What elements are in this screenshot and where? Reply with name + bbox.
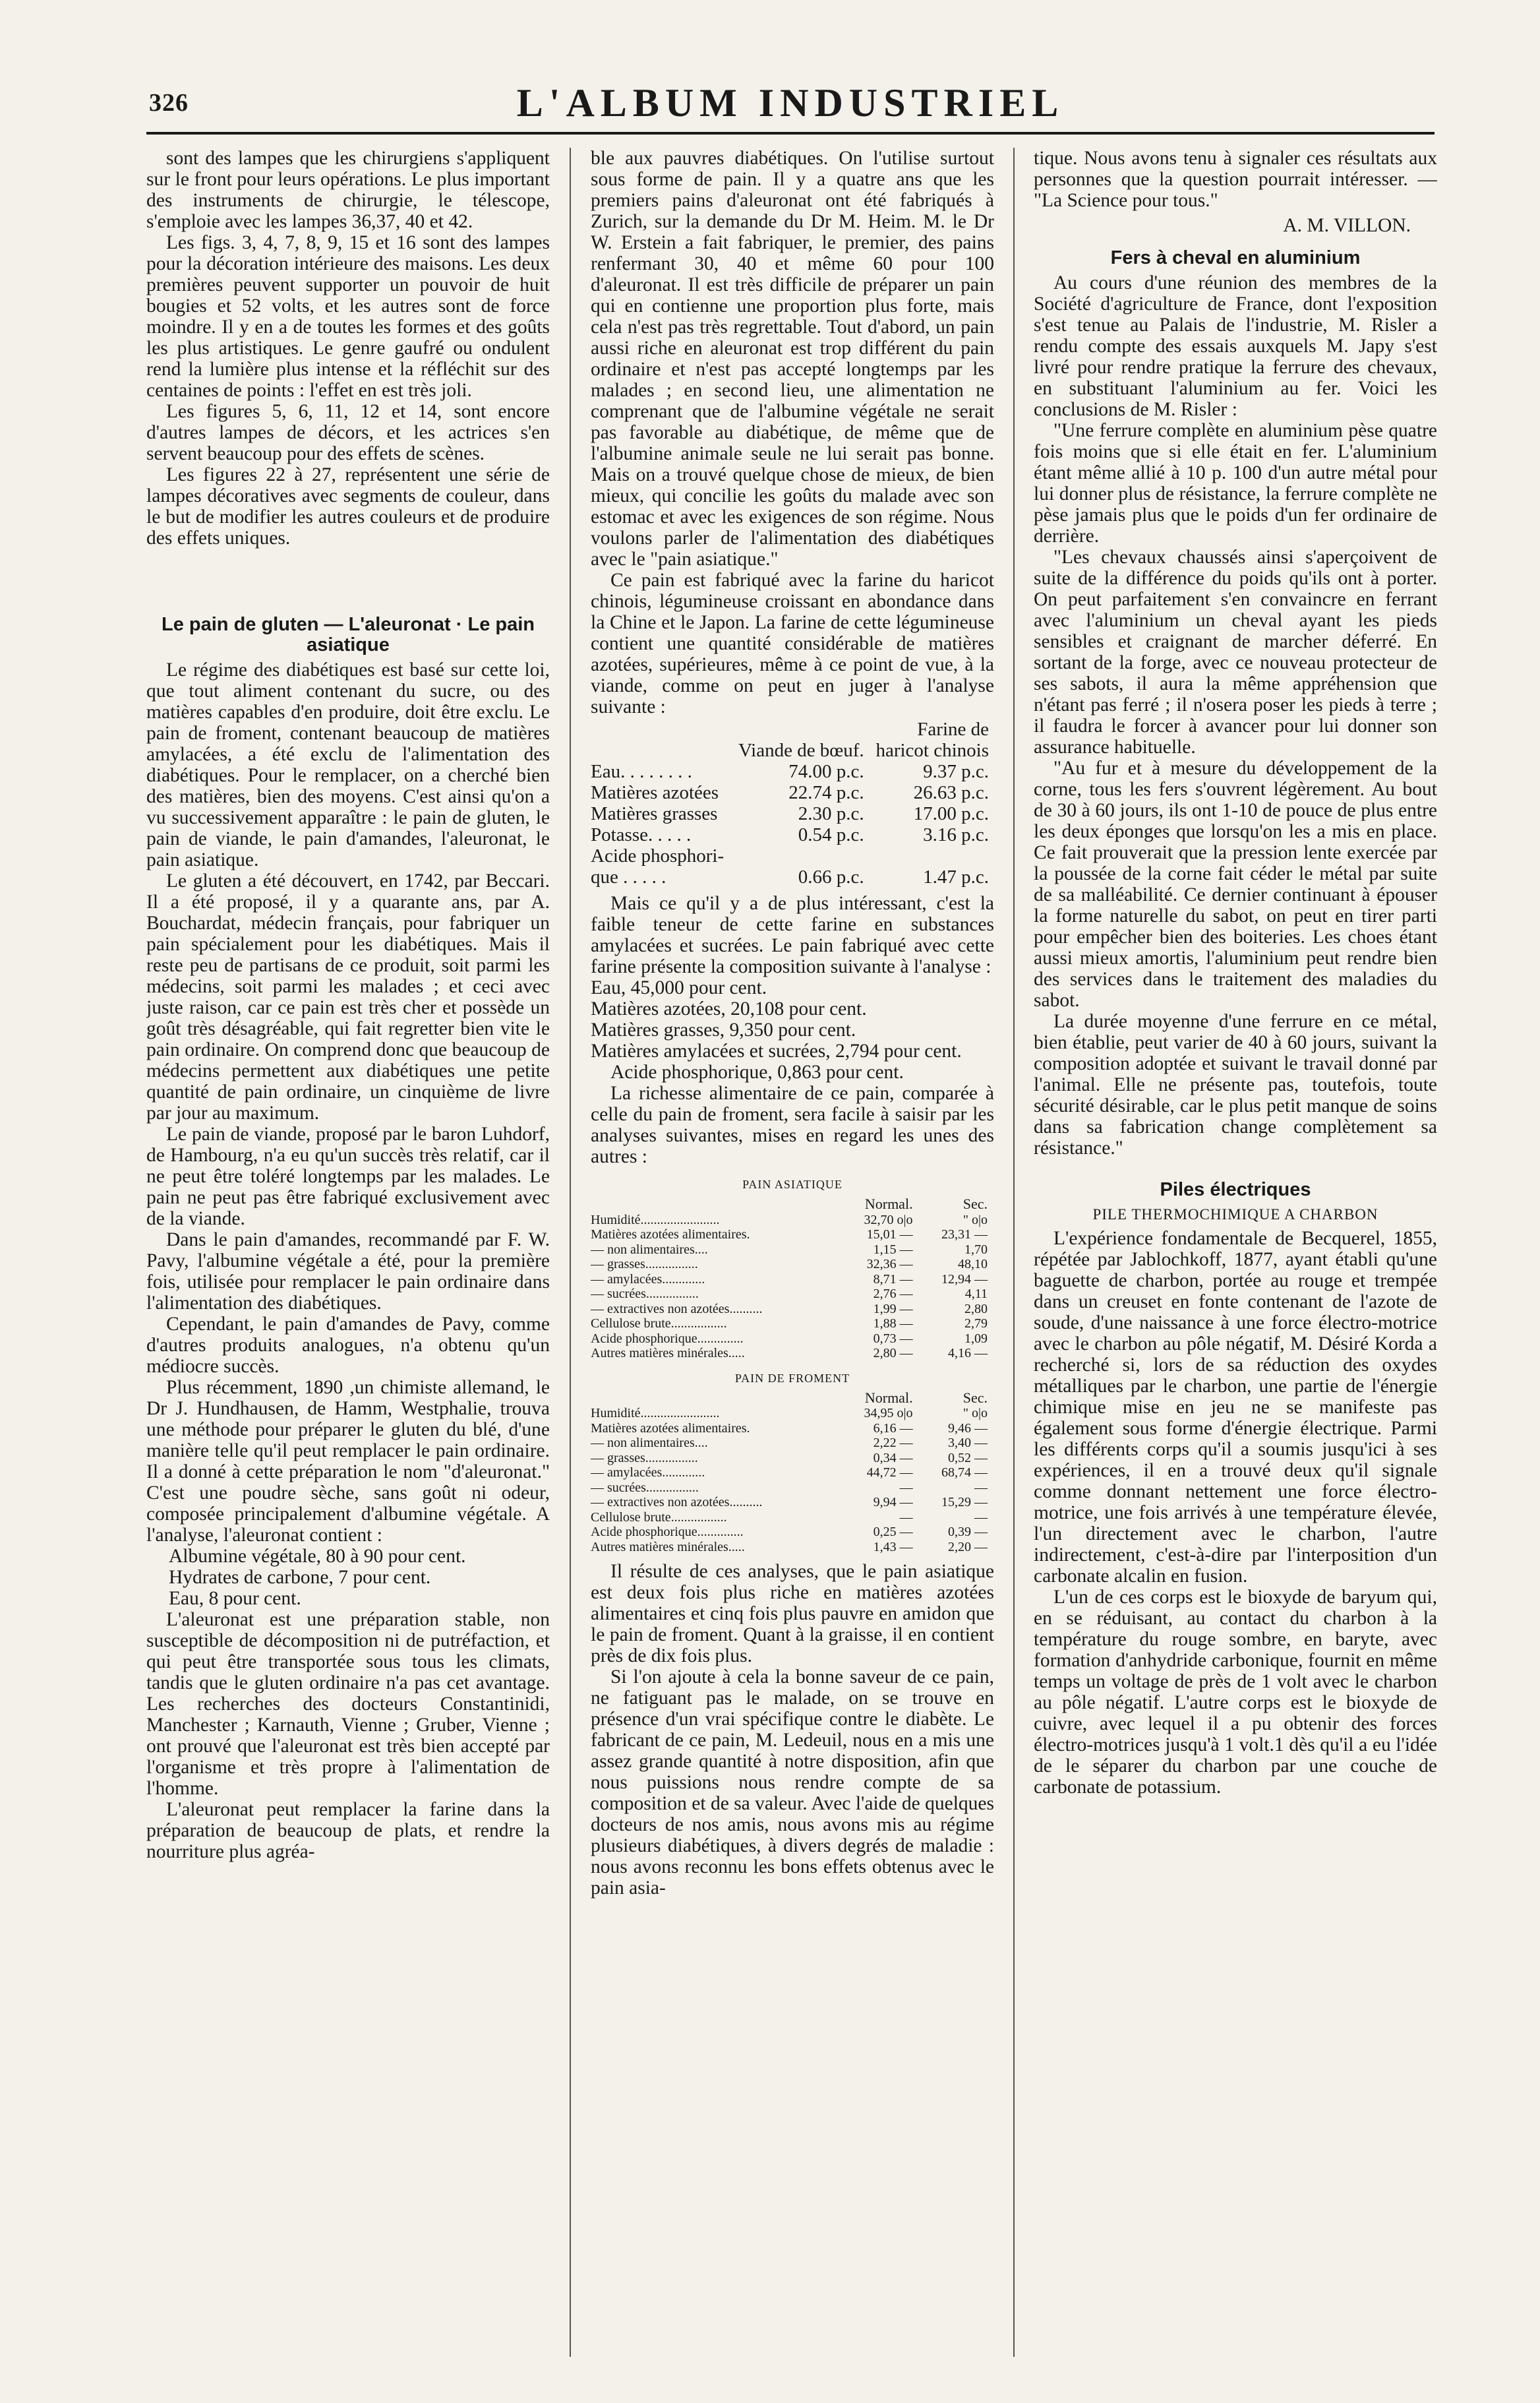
table-row <box>591 1406 994 1421</box>
paragraph: "Au fur et à mesure du développement de la corne, tous les fers s'ouvrent légèrement. Au bout de 30 à 60 jours, ils ont 1-10 de pouce de plus entre les deux éponges que lorsqu'on les a mis en place. Ce fait prouverait que la pression lente exercée par la poussée de la corne fait céder le métal par suite de sa malléabilité. Ce dernier continuant à épouser la forme naturelle du sabot, on peut en tirer parti pour empêcher bien des boiteries. Les choes étant aussi mieux amortis, l'aluminium peut rendre bien des services dans le traitement des maladies du sabot. <box>1034 758 1437 1011</box>
section-subtitle: PILE THERMOCHIMIQUE A CHARBON <box>1092 1206 1378 1223</box>
composition-line: Matières amylacées et sucrées, 2,794 pour cent. <box>591 1041 962 1062</box>
table-row <box>591 803 994 824</box>
row-label: — extractives non azotées.......... <box>591 1495 763 1509</box>
table-row <box>591 1316 994 1331</box>
page-number: 326 <box>149 89 189 117</box>
table-header: Farine de <box>917 719 989 740</box>
cell-value: 0,73 — <box>873 1331 913 1346</box>
cell-value: 15,01 — <box>866 1227 913 1242</box>
cell-value: 4,11 <box>964 1287 988 1301</box>
paragraph: La richesse alimentaire de ce pain, comparée à celle du pain de froment, sera facile à saisir par les analyses suivantes, mises en regard les unes des autres : <box>591 1083 994 1167</box>
table-row <box>591 1302 994 1317</box>
composition-line: Eau, 45,000 pour cent. <box>591 977 767 998</box>
paragraph: La durée moyenne d'une ferrure en ce métal, bien établie, peut varier de 40 à 60 jours, suivant la composition adoptée et suivant le travail donné par l'animal. Elle ne présente pas, toutefois, toute sécurité désirable, car le plus petit manque de soins dans sa fabrication change complètement sa résistance." <box>1034 1011 1437 1159</box>
cell-value: 2,76 — <box>873 1287 913 1301</box>
cell-value: 0,25 — <box>873 1525 913 1539</box>
cell-value: 9,46 — <box>948 1420 988 1436</box>
cell-value: 0,39 — <box>948 1525 988 1539</box>
row-label: — amylacées............. <box>591 1271 705 1287</box>
cell-value: — <box>899 1509 913 1525</box>
table-row <box>591 1331 994 1347</box>
paragraph: Si l'on ajoute à cela la bonne saveur de ce pain, ne fatiguant pas le malade, on se trouve en présence d'un vrai spécifique contre le diabète. Le fabricant de ce pain, M. Ledeuil, nous en a mis une assez grande quantité à notre disposition, afin que nous puissions nous rendre compte de sa composition et de sa valeur. Avec l'aide de quelques docteurs de nos amis, nous avons mis au régime plusieurs diabétiques, à divers degrés de maladie : nous avons reconnu les bons effets obtenus avec le pain asia- <box>591 1666 994 1899</box>
row-label: Eau. . . . . . . . <box>591 761 692 782</box>
table-row <box>591 1480 994 1496</box>
table-row <box>591 1287 994 1302</box>
paragraph: Les figures 22 à 27, représentent une série de lampes décoratives avec segments de couleur, dans le but de modifier les autres couleurs et de produire des effets uniques. <box>146 464 550 549</box>
section-title-piles: Piles électriques <box>1160 1179 1311 1200</box>
cell-value: 32,36 — <box>866 1257 913 1271</box>
row-label: Potasse. . . . . <box>591 824 692 845</box>
row-label: Matières grasses <box>591 803 718 824</box>
paragraph: "Une ferrure complète en aluminium pèse quatre fois moins que si elle était en fer. L'aluminium étant même allié à 10 p. 100 d'un autre métal pour lui donner plus de résistance, la ferrure complète ne pèse jamais plus que le poids d'un fer ordinaire de derrière. <box>1034 420 1437 547</box>
table-title: PAIN ASIATIQUE <box>742 1178 843 1191</box>
row-label: — extractives non azotées.......... <box>591 1301 763 1316</box>
cell-value: 15,29 — <box>941 1495 988 1509</box>
row-label: — sucrées................ <box>591 1480 699 1495</box>
table-row <box>591 1257 994 1272</box>
cell-value: 26.63 p.c. <box>913 782 989 803</box>
cell-value: 2,79 <box>964 1316 988 1331</box>
cell-value: 4,16 — <box>948 1346 988 1360</box>
table-row <box>591 1242 994 1258</box>
cell-value <box>870 845 994 867</box>
row-label: Humidité........................ <box>591 1406 720 1420</box>
cell-value: 0,52 — <box>948 1450 988 1465</box>
cell-value: 1,88 — <box>873 1316 913 1331</box>
cell-value: — <box>974 1480 988 1495</box>
table-row <box>591 782 994 803</box>
table-row <box>591 1495 994 1510</box>
row-label: que . . . . . <box>591 867 666 888</box>
paragraph: Le régime des diabétiques est basé sur cette loi, que tout aliment contenant du sucre, ou des matières capables d'en produire, doit être exclu. Le pain de froment, contenant beaucoup de matières amylacées, a été exclu de l'alimentation des diabétiques. Pour le remplacer, on a cherché bien des matières, bien des moyens. C'est ainsi qu'on a vu successivement apparaître : le pain de gluten, le pain de viande, le pain d'amandes, l'aleuronat, le pain asiatique. <box>146 659 550 870</box>
cell-value: 44,72 — <box>866 1465 913 1480</box>
row-label: Acide phosphori- <box>591 845 725 867</box>
cell-value: 1,99 — <box>873 1301 913 1316</box>
comparison-table <box>591 719 994 888</box>
composition-line: Eau, 8 pour cent. <box>169 1588 301 1609</box>
table-row <box>591 1272 994 1287</box>
row-label: Matières azotées <box>591 782 719 803</box>
paragraph: L'aleuronat est une préparation stable, non susceptible de décomposition ni de putréfaction, et qui peut être transportée sous tous les climats, tandis que le gluten ordinaire n'a pas cet avantage. Les recherches des docteurs Constantinidi, Manchester ; Karnauth, Vienne ; Gruber, Vienne ; ont prouvé que l'aleuronat est très bien accepté par l'organisme et très propre à l'alimentation de l'homme. <box>146 1609 550 1799</box>
cell-value: 2,22 — <box>873 1436 913 1450</box>
cell-value: 6,16 — <box>873 1420 913 1436</box>
paragraph: Les figures 5, 6, 11, 12 et 14, sont encore d'autres lampes de décors, et les actrices s'en servent beaucoup pour des effets de scènes. <box>146 401 550 464</box>
cell-value: 74.00 p.c. <box>788 761 864 782</box>
cell-value: " o|o <box>962 1212 988 1227</box>
cell-value: 2,20 — <box>948 1539 988 1554</box>
cell-value: 8,71 — <box>873 1271 913 1287</box>
section-title-gluten: Le pain de gluten — L'aleuronat · Le pain asiatique <box>162 614 535 655</box>
table-row <box>591 1346 994 1361</box>
paragraph: ble aux pauvres diabétiques. On l'utilise surtout sous forme de pain. Il y a quatre ans que les premiers pains d'aleuronat ont été fabriqués à Zurich, sur la demande du Dr M. Heim. M. le Dr W. Erstein a fait fabriquer, le premier, des pains renfermant 30, 40 et même 60 pour 100 d'aleuronat. Il est très difficile de préparer un pain qui en contienne une proportion plus forte, mais cela n'est pas très regrettable. Tout d'abord, un pain aussi riche en aleuronat est trop différent du pain ordinaire et n'est pas accepté longtemps par les malades ; en second lieu, une alimentation ne comprenant que de l'albumine végétale ne serait pas favorable au diabétique, de même que de l'albumine animale seule ne lui serait pas bonne. Mais on a trouvé quelque chose de mieux, de bien mieux, qui concilie les goûts du malade avec son estomac et avec les exigences de son régime. Nous voulons parler de l'alimentation des diabétiques avec le "pain asiatique." <box>591 148 994 570</box>
cell-value: 48,10 <box>958 1257 988 1271</box>
paragraph: Il résulte de ces analyses, que le pain asiatique est deux fois plus riche en matières azotées alimentaires et cinq fois plus pauvre en amidon que le pain de froment. Quant à la graisse, il en contient près de dix fois plus. <box>591 1561 994 1666</box>
analysis-table-asiatique <box>591 1196 994 1361</box>
cell-value: 1,15 — <box>873 1242 913 1257</box>
row-label: Autres matières minérales..... <box>591 1539 745 1554</box>
paragraph: Dans le pain d'amandes, recommandé par F. W. Pavy, l'albumine végétale a été, pour la première fois, utilisée pour remplacer le pain ordinaire dans l'alimentation des diabétiques. <box>146 1229 550 1314</box>
cell-value: 1,70 <box>964 1242 988 1257</box>
cell-value: 0.66 p.c. <box>798 867 864 888</box>
paragraph: L'un de ces corps est le bioxyde de baryum qui, en se réduisant, au contact du charbon à la température du rouge sombre, en baryte, avec formation d'anhydride carbonique, fournit en même temps un voltage de près de 1 volt avec le charbon au pôle négatif. L'autre corps est le bioxyde de cuivre, avec lequel il a pu obtenir des forces électro-motrices jusqu'à 1 volt.1 dès qu'il a eu l'idée de le séparer du charbon par une couche de carbonate de potassium. <box>1034 1587 1437 1798</box>
paragraph: Le pain de viande, proposé par le baron Luhdorf, de Hambourg, n'a eu qu'un succès très relatif, car il ne peut être toléré longtemps par les malades. Le pain ne peut pas être fabriqué exclusivement avec de la viande. <box>146 1124 550 1229</box>
composition-line: Hydrates de carbone, 7 pour cent. <box>169 1567 431 1588</box>
table-header: Normal. <box>864 1389 913 1406</box>
paragraph: Ce pain est fabriqué avec la farine du haricot chinois, légumineuse croissant en abondance dans la Chine et le Japon. La farine de cette légumineuse contient une quantité considérable de matières azotées, supérieures, même à ce point de vue, à la viande, comme on peut en juger à l'analyse suivante : <box>591 570 994 717</box>
row-label: Cellulose brute................. <box>591 1509 727 1525</box>
composition-line: Albumine végétale, 80 à 90 pour cent. <box>169 1546 466 1567</box>
cell-value: 2,80 — <box>873 1346 913 1360</box>
cell-value: 1,09 <box>964 1331 988 1346</box>
table-row <box>591 1525 994 1540</box>
cell-value: 9.37 p.c. <box>923 761 989 782</box>
cell-value: 32,70 o|o <box>864 1212 913 1227</box>
table-row <box>591 1540 994 1555</box>
cell-value: 1.47 p.c. <box>923 867 989 888</box>
column-divider <box>1013 148 1015 2357</box>
cell-value: 68,74 — <box>941 1465 988 1480</box>
row-label: Matières azotées alimentaires. <box>591 1420 750 1436</box>
table-row <box>591 761 994 782</box>
row-label: Acide phosphorique.............. <box>591 1525 744 1539</box>
row-label: — amylacées............. <box>591 1465 705 1480</box>
paragraph: sont des lampes que les chirurgiens s'appliquent sur le front pour leurs opérations. Le plus important des instruments de chirurgie, le télescope, s'emploie avec les lampes 36,37, 40 et 42. <box>146 148 550 232</box>
analysis-table-froment <box>591 1390 994 1555</box>
cell-value: 2,80 <box>964 1301 988 1316</box>
cell-value <box>731 845 870 867</box>
row-label: Matières azotées alimentaires. <box>591 1227 750 1242</box>
row-label: — grasses................ <box>591 1450 698 1465</box>
paragraph: tique. Nous avons tenu à signaler ces résultats aux personnes que la question pourrait intéresser. — "La Science pour tous." <box>1034 148 1437 211</box>
paragraph: L'aleuronat peut remplacer la farine dans la préparation de beaucoup de plats, et rendre la nourriture plus agréa- <box>146 1799 550 1862</box>
cell-value: — <box>899 1480 913 1495</box>
column-3 <box>1034 148 1437 2363</box>
table-header: Sec. <box>962 1196 988 1212</box>
table-row <box>591 1227 994 1242</box>
paragraph: Cependant, le pain d'amandes de Pavy, comme d'autres produits analogues, n'a obtenu qu'un médiocre succès. <box>146 1314 550 1377</box>
signature: A. M. VILLON. <box>1283 215 1411 236</box>
cell-value: 1,43 — <box>873 1539 913 1554</box>
table-row <box>591 1465 994 1480</box>
row-label: Acide phosphorique.............. <box>591 1331 744 1346</box>
row-label: Humidité........................ <box>591 1212 720 1227</box>
table-title: PAIN DE FROMENT <box>734 1371 850 1385</box>
composition-line: Acide phosphorique, 0,863 pour cent. <box>610 1062 904 1083</box>
cell-value: 17.00 p.c. <box>913 803 989 824</box>
table-row <box>591 1213 994 1228</box>
cell-value: 2.30 p.c. <box>798 803 864 824</box>
table-row <box>591 1451 994 1466</box>
cell-value: 3,40 — <box>948 1436 988 1450</box>
table-row <box>591 1510 994 1525</box>
table-row <box>591 1436 994 1451</box>
cell-value: 22.74 p.c. <box>788 782 864 803</box>
table-row <box>591 824 994 845</box>
column-1 <box>146 148 550 2363</box>
row-label: Cellulose brute................. <box>591 1316 727 1331</box>
cell-value: — <box>974 1509 988 1525</box>
table-row <box>591 867 994 888</box>
row-label: Autres matières minérales..... <box>591 1346 745 1360</box>
row-label: — non alimentaires.... <box>591 1242 708 1257</box>
table-row <box>591 845 994 867</box>
cell-value: 12,94 — <box>941 1271 988 1287</box>
section-title-aluminium: Fers à cheval en aluminium <box>1110 247 1361 268</box>
composition-line: Matières azotées, 20,108 pour cent. <box>591 998 867 1019</box>
column-divider <box>570 148 571 2357</box>
composition-line: Matières grasses, 9,350 pour cent. <box>591 1019 856 1041</box>
page-header <box>146 78 1435 135</box>
paragraph: L'expérience fondamentale de Becquerel, 1855, répétée par Jablochkoff, 1877, ayant établi qu'une baguette de charbon, portée au rouge et trempée dans un creuset en fonte contenant de l'azote de soude, d'une naissance à une force électro-motrice avec le charbon au pôle négatif, M. Désiré Korda a recherché si, lors de sa réduction des oxydes métalliques par le charbon, une partie de l'énergie chimique mise en jeu ne se manifeste pas également sous forme d'énergie électrique. Parmi les différents corps qu'il a soumis jusqu'ici à ses expériences, il en a trouvé deux qu'il signale comme donnant nettement une force électro-motrice, une fois arrivés à une température élevée, l'un directement avec le charbon, l'autre indirectement, c'est-à-dire par l'interposition d'un carbonate alcalin en fusion. <box>1034 1228 1437 1587</box>
paragraph: Le gluten a été découvert, en 1742, par Beccari. Il a été proposé, il y a quarante ans, par A. Bouchardat, médecin français, pour fabriquer un pain spécialement pour les diabétiques. Mais il reste peu de partisans de ce produit, soit parmi les médecins, soit parmi les malades ; et ceci avec juste raison, car ce pain est très cher et possède un goût très désagréable, qui fait regretter bien vite le pain ordinaire. On comprend donc que beaucoup de médecins permettent aux diabétiques une petite quantité de pain ordinaire, un cinquième de livre par jour au maximum. <box>146 870 550 1124</box>
cell-value: 9,94 — <box>873 1495 913 1509</box>
row-label: — non alimentaires.... <box>591 1436 708 1450</box>
cell-value: 0,34 — <box>873 1450 913 1465</box>
cell-value: 3.16 p.c. <box>923 824 989 845</box>
row-label: — sucrées................ <box>591 1287 699 1301</box>
cell-value: " o|o <box>962 1406 988 1420</box>
cell-value: 23,31 — <box>941 1227 988 1242</box>
table-header: Viande de bœuf. <box>738 740 864 761</box>
row-label: — grasses................ <box>591 1257 698 1271</box>
paragraph: Au cours d'une réunion des membres de la Société d'agriculture de France, dont l'exposition s'est tenue au Palais de l'industrie, M. Risler a rendu compte des essais auxquels M. Japy s'est livré pour rendre pratique la ferrure des chevaux, en substituant l'aluminium au fer. Voici les conclusions de M. Risler : <box>1034 272 1437 420</box>
column-2 <box>591 148 994 2363</box>
table-header: haricot chinois <box>875 740 989 761</box>
table-header: Sec. <box>962 1389 988 1406</box>
table-row <box>591 1421 994 1436</box>
table-header: Normal. <box>864 1196 913 1212</box>
paragraph: "Les chevaux chaussés ainsi s'aperçoivent de suite de la différence du poids qu'ils ont à porter. On peut parfaitement s'en convaincre en ferrant avec l'aluminium un cheval ayant les pieds sensibles et craignant de marcher déferré. En sortant de la forge, avec ce nouveau protecteur de ses sabots, il aura la même appréhension que n'étant pas ferré ; il n'osera poser les pieds à terre ; il faudra le forcer à avancer pour lui donner son assurance habituelle. <box>1034 547 1437 758</box>
journal-title: L'ALBUM INDUSTRIEL <box>516 81 1065 125</box>
paragraph: Plus récemment, 1890 ,un chimiste allemand, le Dr J. Hundhausen, de Hamm, Westphalie, trouva une méthode pour préparer le gluten du blé, d'une manière telle qu'il peut remplacer le pain ordinaire. Il a donné à cette préparation le nom "d'aleuronat." C'est une poudre sèche, sans goût ni odeur, composée principalement d'albumine végétale. A l'analyse, l'aleuronat contient : <box>146 1377 550 1546</box>
paragraph: Les figs. 3, 4, 7, 8, 9, 15 et 16 sont des lampes pour la décoration intérieure des maisons. Les deux premières peuvent supporter un pouvoir de huit bougies et 52 volts, et les autres sont de force moindre. Il y en a de toutes les formes et des goûts les plus artistiques. Le genre gaufré ou ondulent rend la lumière plus intense et la réfléchit sur des centaines de points : l'effet en est très joli. <box>146 232 550 401</box>
paragraph: Mais ce qu'il y a de plus intéressant, c'est la faible teneur de cette farine en substances amylacées et sucrées. Le pain fabriqué avec cette farine présente la composition suivante à l'analyse : <box>591 893 994 977</box>
cell-value: 34,95 o|o <box>864 1406 913 1420</box>
cell-value: 0.54 p.c. <box>798 824 864 845</box>
